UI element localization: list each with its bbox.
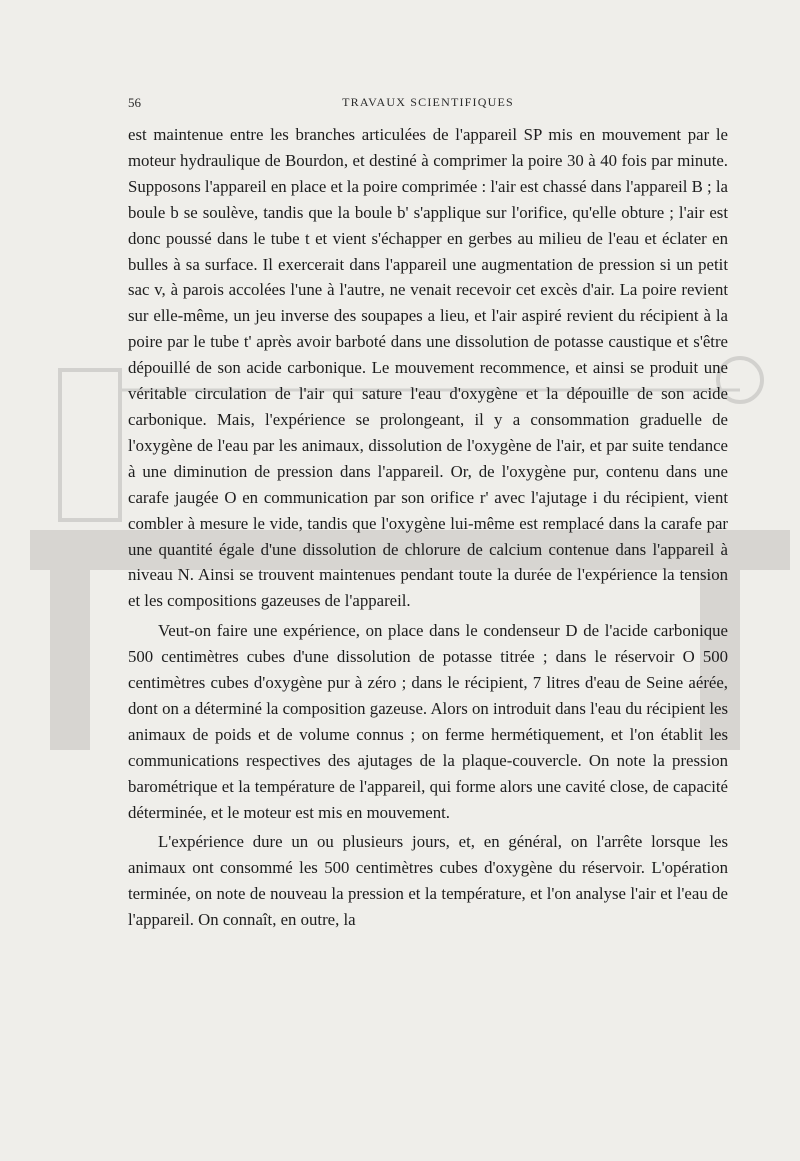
paragraph: L'expérience dure un ou plusieurs jours, et, en général, on l'arrête lorsque les animaux ont consommé les 500 centimètres cubes d'oxygène du réservoir. L'opération terminée, on note de nouveau la pression et la température, et l'on analyse l'air et l'eau de l'appareil. On connaît, en outre, la [128,832,728,930]
paragraph: est maintenue entre les branches articulées de l'appareil SP mis en mouvement par le moteur hydraulique de Bourdon, et destiné à comprimer la poire 30 à 40 fois par minute. Supposons l'appareil en place et la poire comprimée : l'air est chassé dans l'appareil B ; la boule b se soulève, tandis que la boule b' s'applique sur l'orifice, qu'elle obture ; l'air est donc poussé dans le tube t et vient s'échapper en gerbes au milieu de l'eau et éclater en bulles à sa surface. Il exercerait dans l'appareil une augmentation de pression si un petit sac v, à parois accolées l'une à l'autre, ne venait recevoir cet excès d'air. La poire revient sur elle-même, un jeu inverse des soupapes a lieu, et l'air aspiré revient du récipient à la poire par le tube t' après avoir barboté dans une dissolution de potasse caustique et s'être dépouillé de son acide carbonique. Le mouvement recommence, et ainsi se produit une véritable circulation de l'air qui sature l'eau d'oxygène et la dépouille de son acide carbonique. Mais, l'expérience se prolongeant, il y a consommation graduelle de l'oxygène de l'eau par les animaux, dissolution de l'oxygène de l'air, et par suite tendance à une diminution de pression dans l'appareil. Or, de l'oxygène pur, contenu dans une carafe jaugée O en communication par son orifice r' avec l'ajutage i du récipient, vient combler à mesure le vide, tandis que l'oxygène lui-même est remplacé dans la carafe par une quantité égale d'une dissolution de chlorure de calcium contenue dans l'appareil à niveau N. Ainsi se trouvent maintenues pendant toute la durée de l'expérience la tension et les compositions gazeuses de l'appareil. [128,125,728,611]
body-text [128,122,728,933]
running-title: TRAVAUX SCIENTIFIQUES [342,95,514,109]
page-header [128,95,728,117]
page-number: 56 [128,95,141,110]
paragraph: Veut-on faire une expérience, on place dans le condenseur D de l'acide carbonique 500 centimètres cubes d'une dissolution de potasse titrée ; dans le réservoir O 500 centimètres cubes d'oxygène pur à zéro ; dans le récipient, 7 litres d'eau de Seine aérée, dont on a déterminé la composition gazeuse. Alors on introduit dans l'eau du récipient les animaux de poids et de volume connus ; on ferme hermétiquement, et l'on établit les communications respectives des ajutages de la plaque-couvercle. On note la pression barométrique et la température de l'appareil, qui forme alors une cavité close, de capacité déterminée, et le moteur est mis en mouvement. [128,621,728,822]
